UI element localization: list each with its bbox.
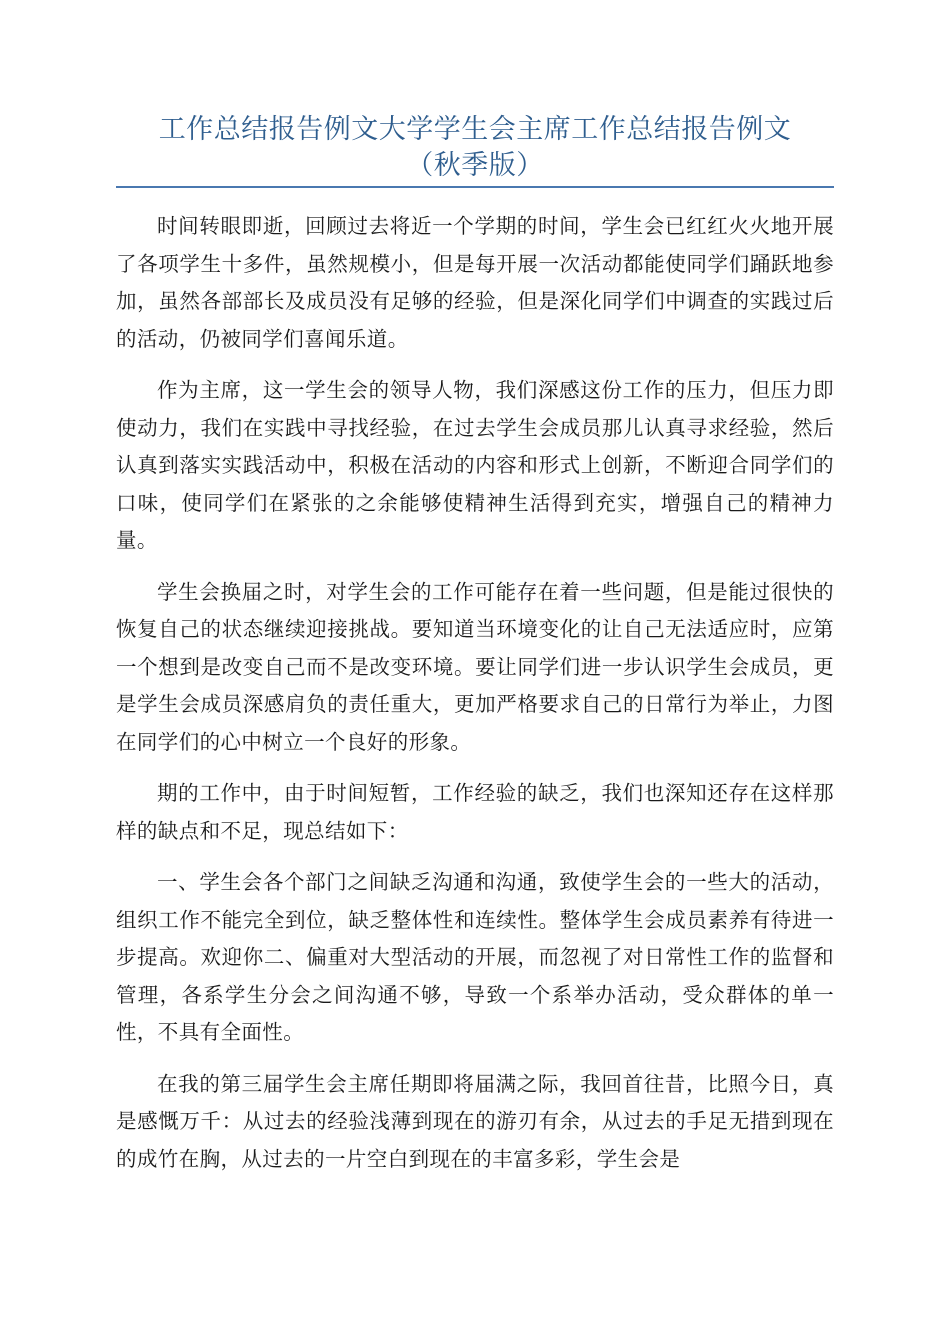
title-underline [116,186,834,188]
document-body [116,208,834,1192]
paragraph-1: 时间转眼即逝，回顾过去将近一个学期的时间，学生会已红红火火地开展了各项学生十多件，虽然规模小，但是每开展一次活动都能使同学们踊跃地参加，虽然各部部长及成员没有足够的经验，但是深化同学们中调查的实践过后的活动，仍被同学们喜闻乐道。 [116,214,834,351]
paragraph-2: 作为主席，这一学生会的领导人物，我们深感这份工作的压力，但压力即使动力，我们在实践中寻找经验，在过去学生会成员那儿认真寻求经验，然后认真到落实实践活动中，积极在活动的内容和形式上创新，不断迎合同学们的口味，使同学们在紧张的之余能够使精神生活得到充实，增强自己的精神力量。 [116,378,834,552]
title-line-2: （秋季版） [406,150,544,181]
paragraph-5: 一、学生会各个部门之间缺乏沟通和沟通，致使学生会的一些大的活动，组织工作不能完全到位，缺乏整体性和连续性。整体学生会成员素养有待进一步提高。欢迎你二、偏重对大型活动的开展，而忽视了对日常性工作的监督和管理，各系学生分会之间沟通不够，导致一个系举办活动，受众群体的单一性，不具有全面性。 [116,870,834,1044]
document-title [116,112,834,184]
paragraph-6: 在我的第三届学生会主席任期即将届满之际，我回首往昔，比照今日，真是感慨万千：从过去的经验浅薄到现在的游刃有余，从过去的手足无措到现在的成竹在胸，从过去的一片空白到现在的丰富多彩，学生会是 [116,1071,834,1171]
paragraph-3: 学生会换届之时，对学生会的工作可能存在着一些问题，但是能过很快的恢复自己的状态继续迎接挑战。要知道当环境变化的让自己无法适应时，应第一个想到是改变自己而不是改变环境。要让同学们进一步认识学生会成员，更是学生会成员深感肩负的责任重大，更加严格要求自己的日常行为举止，力图在同学们的心中树立一个良好的形象。 [116,579,834,754]
paragraph-4: 期的工作中，由于时间短暂，工作经验的缺乏，我们也深知还存在这样那样的缺点和不足，现总结如下： [116,781,834,843]
title-line-1: 工作总结报告例文大学学生会主席工作总结报告例文 [158,114,792,145]
